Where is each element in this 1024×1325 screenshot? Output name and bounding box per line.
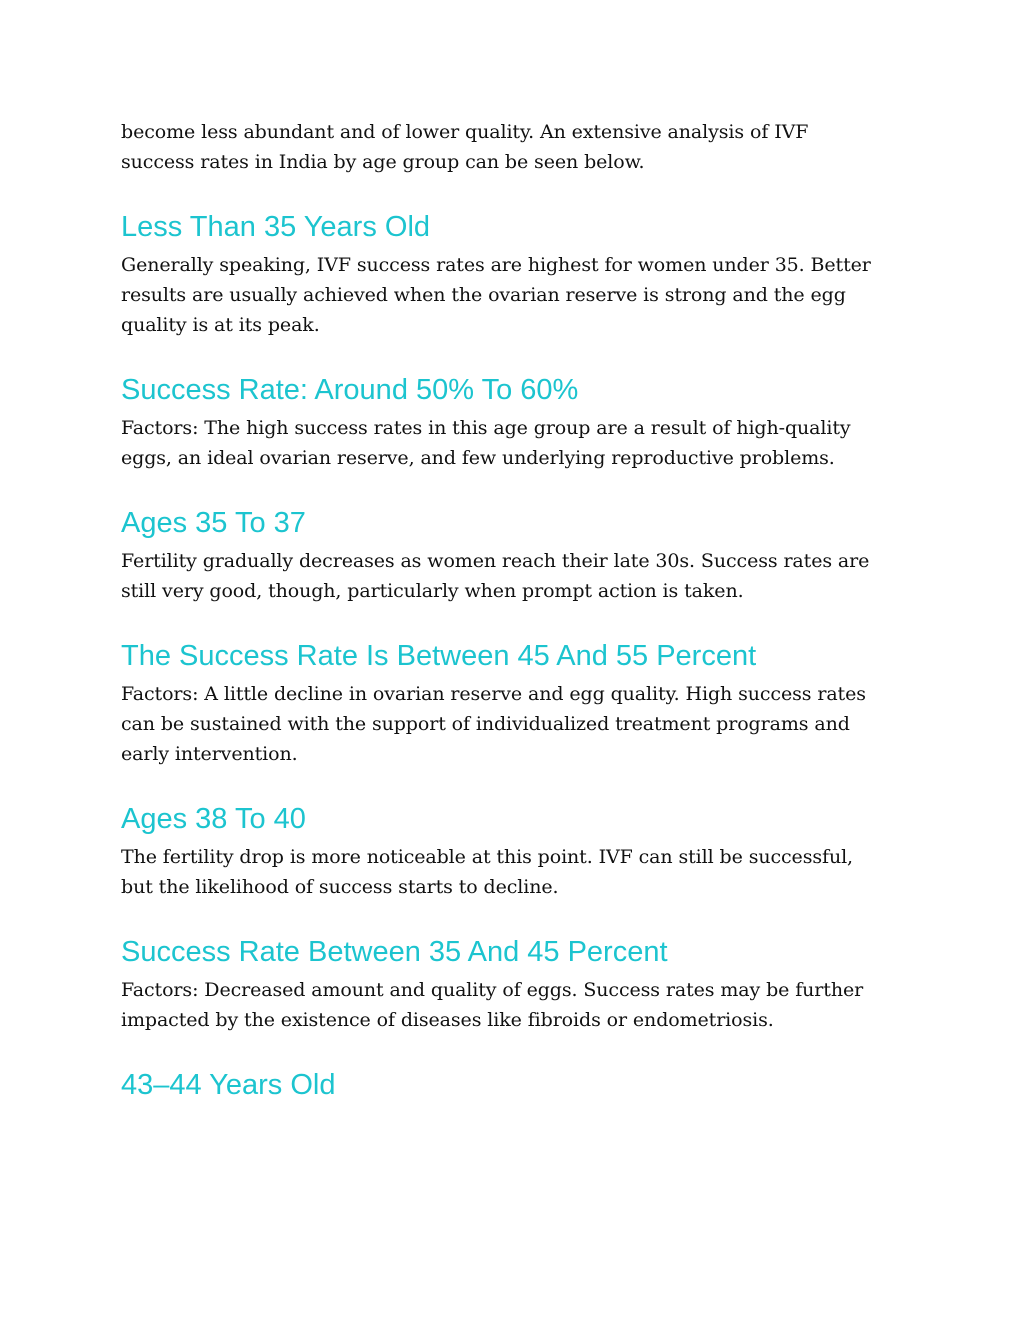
paragraph-line: still very good, though, particularly when prompt action is taken. bbox=[121, 580, 744, 602]
paragraph-line: quality is at its peak. bbox=[121, 314, 320, 336]
paragraph-line: become less abundant and of lower quality. An extensive analysis of IVF bbox=[121, 121, 809, 143]
section-heading-success-rate-35-45: Success Rate Between 35 And 45 Percent bbox=[121, 936, 668, 968]
section-heading-ages-35-37: Ages 35 To 37 bbox=[121, 507, 306, 539]
paragraph-line: Generally speaking, IVF success rates are highest for women under 35. Better bbox=[121, 254, 871, 276]
intro-paragraph bbox=[121, 117, 911, 177]
paragraph-line: results are usually achieved when the ovarian reserve is strong and the egg bbox=[121, 284, 846, 306]
paragraph-line: early intervention. bbox=[121, 743, 298, 765]
section-heading-success-rate-45-55: The Success Rate Is Between 45 And 55 Percent bbox=[121, 640, 757, 672]
section-paragraph-ages-35-37 bbox=[121, 546, 911, 606]
section-heading-ages-38-40: Ages 38 To 40 bbox=[121, 803, 306, 835]
section-paragraph-ages-38-40 bbox=[121, 842, 911, 902]
paragraph-line: Fertility gradually decreases as women reach their late 30s. Success rates are bbox=[121, 550, 870, 572]
paragraph-line: success rates in India by age group can be seen below. bbox=[121, 151, 645, 173]
section-heading-success-rate-50-60: Success Rate: Around 50% To 60% bbox=[121, 374, 579, 406]
paragraph-line: eggs, an ideal ovarian reserve, and few underlying reproductive problems. bbox=[121, 447, 835, 469]
paragraph-line: Factors: A little decline in ovarian reserve and egg quality. High success rates bbox=[121, 683, 866, 705]
paragraph-line: can be sustained with the support of individualized treatment programs and bbox=[121, 713, 850, 735]
paragraph-line: but the likelihood of success starts to decline. bbox=[121, 876, 559, 898]
paragraph-line: Factors: The high success rates in this age group are a result of high-quality bbox=[121, 417, 851, 439]
paragraph-line: impacted by the existence of diseases like fibroids or endometriosis. bbox=[121, 1009, 774, 1031]
paragraph-line: The fertility drop is more noticeable at this point. IVF can still be successful, bbox=[121, 846, 853, 868]
document-page bbox=[121, 117, 911, 1102]
section-heading-43-44: 43–44 Years Old bbox=[121, 1069, 336, 1101]
section-paragraph-success-rate-50-60 bbox=[121, 413, 911, 473]
section-paragraph-less-than-35 bbox=[121, 250, 911, 340]
section-paragraph-success-rate-45-55 bbox=[121, 679, 911, 769]
paragraph-line: Factors: Decreased amount and quality of eggs. Success rates may be further bbox=[121, 979, 864, 1001]
section-heading-less-than-35: Less Than 35 Years Old bbox=[121, 211, 431, 243]
section-paragraph-success-rate-35-45 bbox=[121, 975, 911, 1035]
